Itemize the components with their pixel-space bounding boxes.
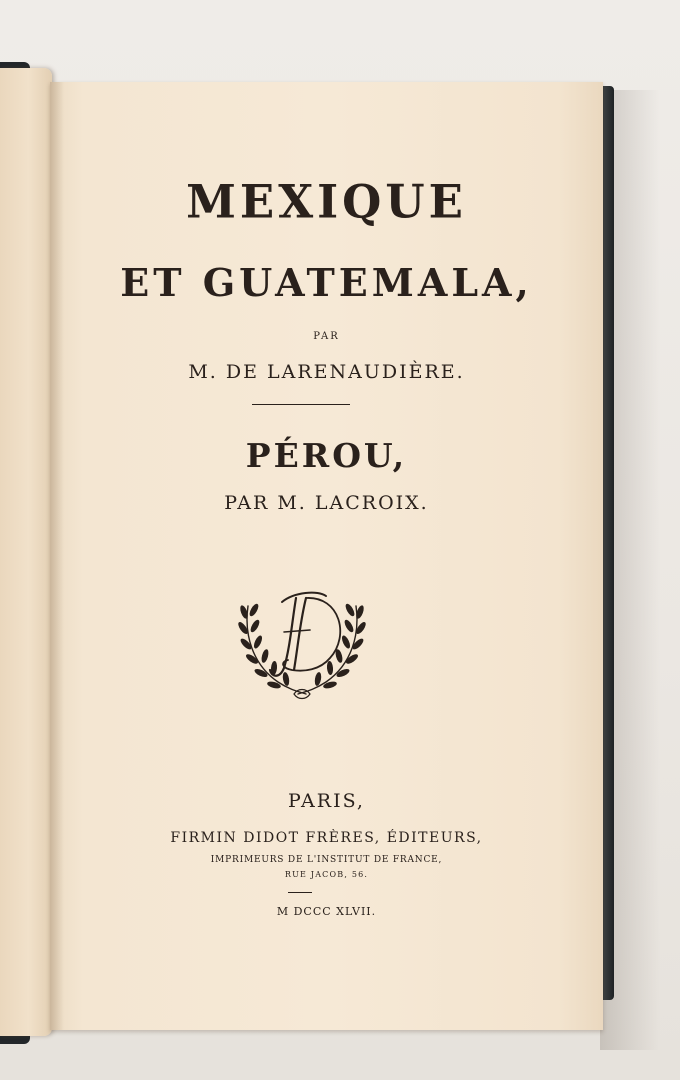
imprint-printer: IMPRIMEURS DE L'INSTITUT DE FRANCE, bbox=[210, 855, 443, 865]
divider-rule bbox=[252, 404, 350, 405]
imprint-date: M DCCC XLVII. bbox=[276, 905, 377, 918]
by-label: PAR bbox=[313, 331, 340, 342]
title-line-3: PÉROU, bbox=[245, 436, 408, 475]
author-2: PAR M. LACROIX. bbox=[224, 492, 429, 514]
imprint-city: PARIS, bbox=[288, 790, 365, 812]
imprint-publisher: FIRMIN DIDOT FRÈRES, ÉDITEURS, bbox=[170, 830, 483, 846]
imprint-rule bbox=[288, 892, 312, 893]
monogram-fd-laurel-wreath-icon bbox=[234, 582, 370, 704]
imprint-address: RUE JACOB, 56. bbox=[284, 870, 369, 879]
book-left-page bbox=[0, 68, 52, 1036]
title-line-1: MEXIQUE bbox=[186, 174, 467, 229]
author-1: M. DE LARENAUDIÈRE. bbox=[188, 361, 465, 383]
title-line-2: ET GUATEMALA, bbox=[120, 260, 533, 305]
